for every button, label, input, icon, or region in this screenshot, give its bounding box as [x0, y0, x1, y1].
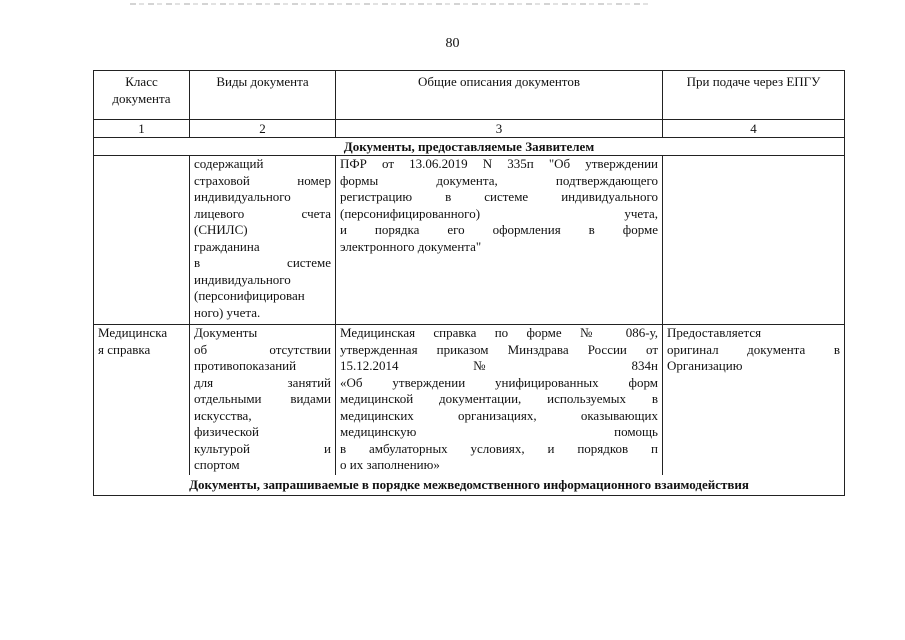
text-line: культурой и — [194, 440, 331, 456]
document-kind-cell — [190, 325, 336, 476]
text-line: в амбулаторных условиях, и порядков п — [340, 440, 658, 456]
text-line: отдельными видами — [194, 391, 331, 406]
text-line: медицинской документации, используемых в — [340, 391, 658, 406]
text-line: Медицинская справка по форме № 086-у, — [340, 325, 658, 340]
epgu-cell — [663, 325, 845, 476]
text-line: электронного документа" — [340, 238, 482, 254]
text-line: противопоказаний — [194, 358, 297, 373]
section-row-applicant — [94, 138, 845, 156]
text-line: для занятий — [194, 374, 331, 390]
column-number: 4 — [663, 120, 845, 138]
table-row — [94, 156, 845, 325]
text-line: гражданина — [194, 238, 260, 254]
header-document-descriptions: Общие описания документов — [336, 71, 663, 120]
text-line: Организацию — [667, 358, 743, 373]
document-description-cell — [336, 325, 663, 476]
header-epgu-submission: При подаче через ЕПГУ — [663, 71, 845, 120]
text-line: спортом — [194, 457, 240, 472]
column-number: 3 — [336, 120, 663, 138]
document-description-cell — [336, 156, 663, 325]
text-line: я справка — [98, 341, 151, 357]
text-line: 15.12.2014 № 834н — [340, 358, 658, 373]
text-line: содержащий — [194, 156, 264, 171]
scan-artifact-line — [130, 3, 650, 5]
text-line: Медицинска — [98, 325, 168, 340]
text-line: физической — [194, 424, 259, 439]
text-line: страховой номер — [194, 172, 331, 188]
text-line: о их заполнению» — [340, 457, 440, 472]
text-line: утвержденная приказом Минздрава России от — [340, 341, 658, 357]
epgu-cell — [663, 156, 845, 325]
text-line: (СНИЛС) — [194, 222, 248, 237]
text-line: Предоставляется — [667, 325, 762, 340]
text-line: формы документа, подтверждающего — [340, 172, 658, 188]
text-line: «Об утверждении унифицированных форм — [340, 374, 658, 390]
text-line: индивидуального — [194, 271, 291, 287]
text-line: Документы — [194, 325, 258, 340]
text-line: медицинскую помощь — [340, 424, 658, 439]
header-document-class: Класс документа — [94, 71, 190, 120]
section-title-interagency: Документы, запрашиваемые в порядке межведомственного информационного взаимодействия — [94, 475, 845, 496]
header-document-kinds: Виды документа — [190, 71, 336, 120]
text-line: искусства, — [194, 407, 252, 423]
table-header-row — [94, 71, 845, 120]
text-line: об отсутствии — [194, 341, 331, 357]
table-row — [94, 325, 845, 476]
section-row-interagency — [94, 475, 845, 496]
text-line: индивидуального — [194, 189, 291, 204]
text-line: регистрацию в системе индивидуального — [340, 189, 658, 204]
documents-table — [93, 70, 845, 496]
document-class-cell — [94, 325, 190, 476]
text-line: ПФР от 13.06.2019 N 335п "Об утверждении — [340, 156, 658, 171]
text-line: в системе — [194, 255, 331, 270]
column-number: 2 — [190, 120, 336, 138]
text-line: (персонифицирован — [194, 288, 305, 303]
text-line: и порядка его оформления в форме — [340, 222, 658, 237]
column-number: 1 — [94, 120, 190, 138]
page-number: 80 — [445, 36, 460, 51]
column-number-row — [94, 120, 845, 138]
text-line: оригинал документа в — [667, 341, 840, 357]
document-class-cell — [94, 156, 190, 325]
document-kind-cell — [190, 156, 336, 325]
text-line: (персонифицированного) учета, — [340, 205, 658, 221]
text-line: лицевого счета — [194, 205, 331, 221]
text-line: медицинских организациях, оказывающих — [340, 407, 658, 423]
section-title-applicant: Документы, предоставляемые Заявителем — [94, 138, 845, 156]
text-line: ного) учета. — [194, 304, 261, 320]
